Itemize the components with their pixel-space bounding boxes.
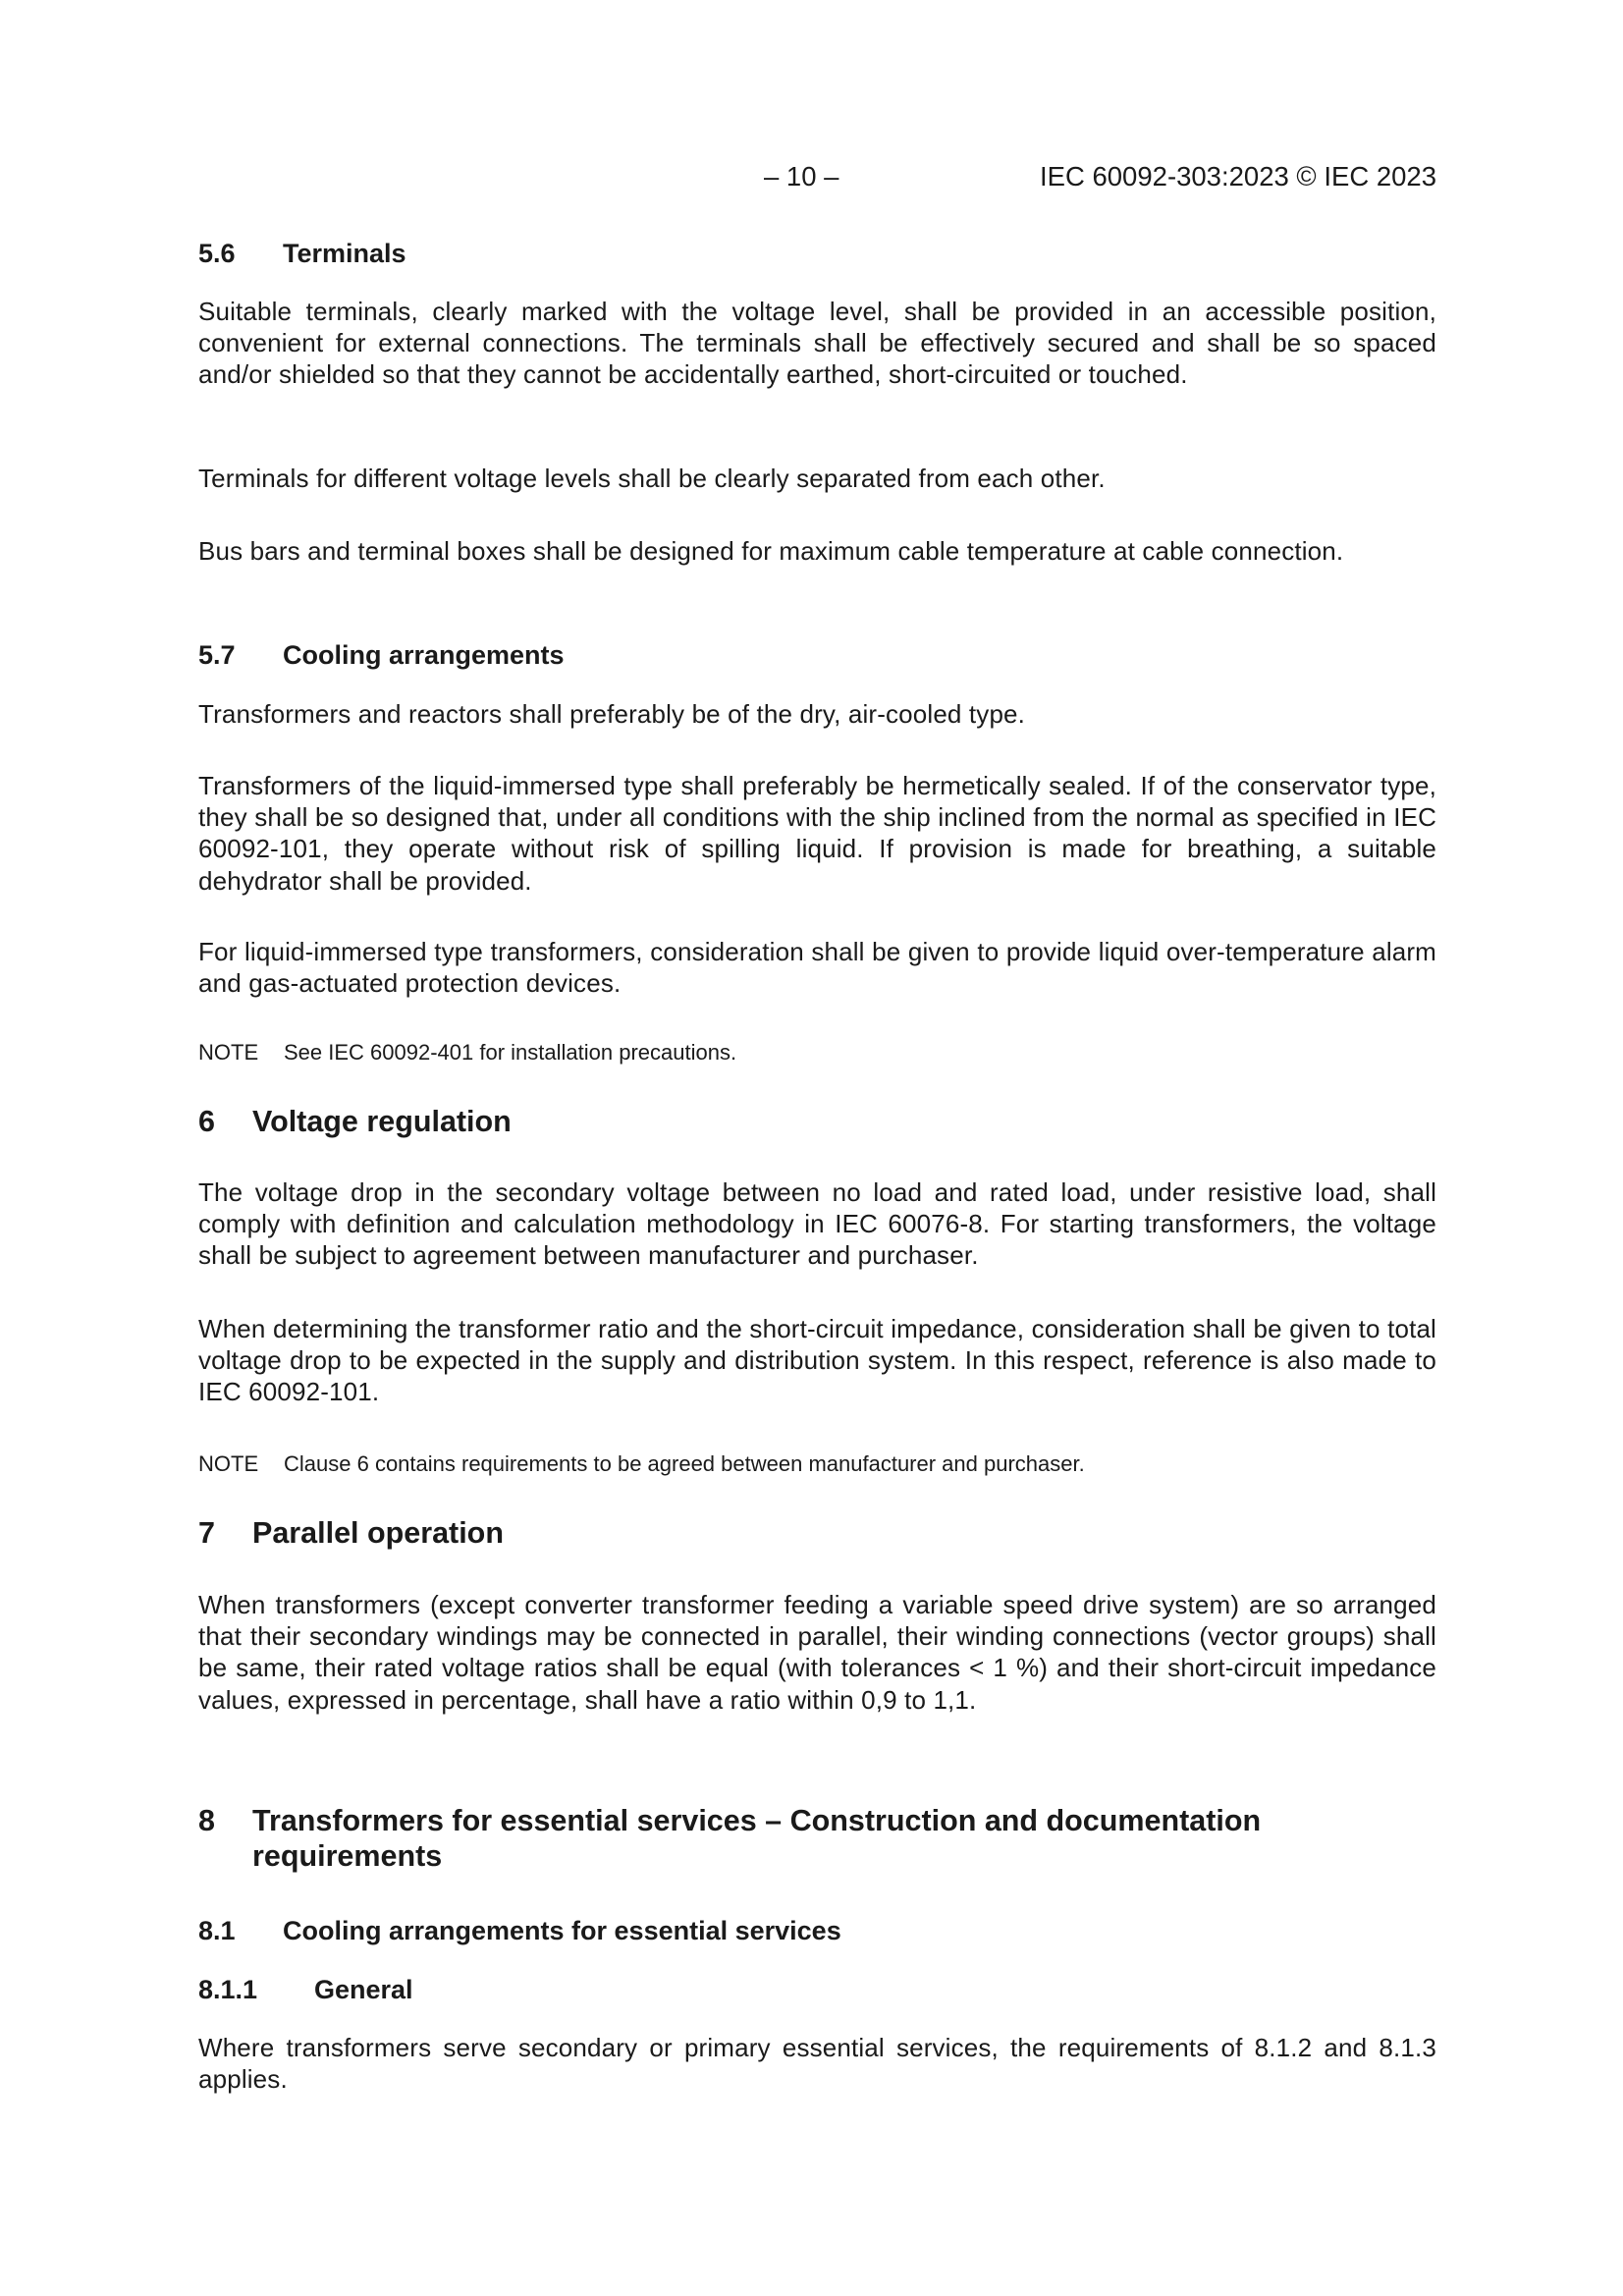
- heading-title: Cooling arrangements for essential services: [283, 1916, 841, 1945]
- paragraph-text: Transformers of the liquid-immersed type shall preferably be hermetically sealed. If of the conservator type, they shall be so designed that, under all conditions with the ship inclined from the normal as specified in IEC 60092-101, they operate without risk of spilling liquid. If provision is made for breathing, a suitable dehydrator shall be provided.: [198, 771, 1436, 896]
- note-label: NOTE: [198, 1040, 259, 1065]
- paragraph-8-1-1: [198, 2032, 1436, 2095]
- heading-5-6: [198, 237, 1436, 270]
- paragraph-5-6-2: [198, 463, 1436, 494]
- heading-title: Transformers for essential services – Construction and documentation requirements: [252, 1804, 1262, 1873]
- paragraph-text: Transformers and reactors shall preferably be of the dry, air-cooled type.: [198, 699, 1026, 729]
- paragraph-5-7-1: [198, 698, 1436, 730]
- heading-6: [198, 1104, 1436, 1139]
- note-label: NOTE: [198, 1451, 259, 1476]
- heading-number: 6: [198, 1105, 215, 1138]
- paragraph-text: The voltage drop in the secondary voltage between no load and rated load, under resistive load, shall comply with definition and calculation methodology in IEC 60076-8. For starting transformers, the voltage shall be subject to agreement between manufacturer and purchaser.: [198, 1177, 1436, 1271]
- note-text: See IEC 60092-401 for installation precautions.: [284, 1040, 737, 1065]
- paragraph-7-1: [198, 1589, 1436, 1716]
- document-reference: IEC 60092-303:2023 © IEC 2023: [1039, 161, 1436, 191]
- heading-8: [198, 1803, 1436, 1874]
- heading-7: [198, 1515, 1436, 1551]
- heading-number: 5.7: [198, 640, 236, 670]
- note-text: Clause 6 contains requirements to be agreed between manufacturer and purchaser.: [284, 1451, 1085, 1476]
- heading-8-1-1: [198, 1973, 1436, 2006]
- paragraph-5-6-3: [198, 535, 1436, 567]
- paragraph-text: When determining the transformer ratio and the short-circuit impedance, consideration shall be given to total voltage drop to be expected in the supply and distribution system. In this respect, reference is also made to IEC 60092-101.: [198, 1314, 1436, 1407]
- heading-title: Cooling arrangements: [283, 640, 565, 670]
- heading-number: 8.1.1: [198, 1975, 258, 2004]
- paragraph-text: Bus bars and terminal boxes shall be designed for maximum cable temperature at cable connection.: [198, 536, 1344, 566]
- heading-number: 7: [198, 1516, 215, 1550]
- paragraph-text: When transformers (except converter transformer feeding a variable speed drive system) are so arranged that their secondary windings may be connected in parallel, their winding connections (vector groups) shall be same, their rated voltage ratios shall be equal (with tolerances < 1 %) and their short-circuit impedance values, expressed in percentage, shall have a ratio within 0,9 to 1,1.: [198, 1590, 1436, 1715]
- paragraph-text: For liquid-immersed type transformers, consideration shall be given to provide liquid over-temperature alarm and gas-actuated protection devices.: [198, 937, 1436, 999]
- paragraph-text: Suitable terminals, clearly marked with the voltage level, shall be provided in an accessible position, convenient for external connections. The terminals shall be effectively secured and shall be so spaced and/or shielded so that they cannot be accidentally earthed, short-circuited or touched.: [198, 297, 1436, 390]
- paragraph-5-7-3: [198, 936, 1436, 999]
- paragraph-5-7-2: [198, 770, 1436, 897]
- heading-title: General: [314, 1975, 413, 2004]
- heading-number: 5.6: [198, 239, 236, 268]
- paragraph-6-1: [198, 1176, 1436, 1272]
- paragraph-text: Terminals for different voltage levels shall be clearly separated from each other.: [198, 464, 1106, 493]
- heading-title: Parallel operation: [252, 1516, 504, 1550]
- note-6: [198, 1450, 1436, 1478]
- note-5-7: [198, 1039, 1436, 1066]
- paragraph-5-6-1: [198, 296, 1436, 391]
- heading-title: Terminals: [283, 239, 406, 268]
- heading-number: 8: [198, 1804, 215, 1837]
- heading-title: Voltage regulation: [252, 1105, 512, 1138]
- heading-8-1: [198, 1914, 1436, 1947]
- heading-number: 8.1: [198, 1916, 236, 1945]
- heading-5-7: [198, 638, 1436, 672]
- page-number: – 10 –: [764, 161, 839, 191]
- paragraph-text: Where transformers serve secondary or primary essential services, the requirements of 8.1.2 and 8.1.3 applies.: [198, 2033, 1436, 2095]
- paragraph-6-2: [198, 1313, 1436, 1408]
